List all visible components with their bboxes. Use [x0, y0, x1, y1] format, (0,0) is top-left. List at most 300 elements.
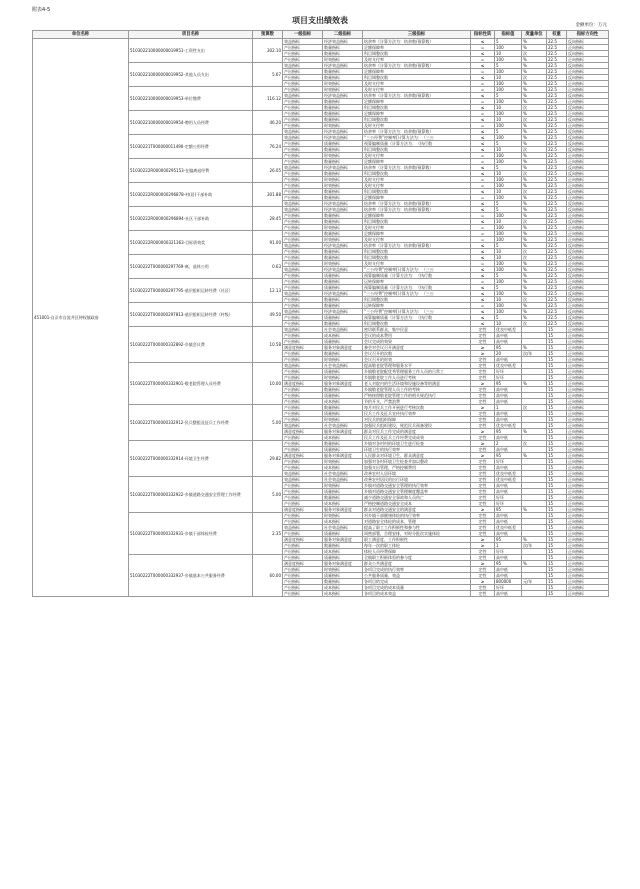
direction-cell: 反向指标	[567, 165, 609, 171]
level1-cell: 产出指标	[283, 435, 323, 441]
level2-cell: 数量指标	[323, 75, 363, 81]
level3-cell: 全镇职工积极体验的参与度	[363, 555, 471, 561]
project-name-cell: 51030222T000000297813-基层组织运转经费（村级）	[129, 303, 253, 327]
nature-cell: ≤	[471, 255, 495, 261]
level3-cell: 足额保障率	[363, 111, 471, 117]
direction-cell: 正向指标	[567, 471, 609, 477]
nature-cell: ≥	[471, 537, 495, 543]
level2-cell: 成本指标	[323, 591, 363, 597]
nature-cell: =	[471, 261, 495, 267]
level3-cell: 结余率（计算方法为：结余数/预算数）	[363, 207, 471, 213]
weight-cell: 15	[547, 411, 567, 417]
value-cell: 100	[495, 45, 522, 51]
direction-cell: 正向指标	[567, 555, 609, 561]
weight-cell: 22.5	[547, 225, 567, 231]
budget-cell: 116.12	[253, 87, 283, 111]
level3-cell: 人民群众对环境卫生、群众满意度	[363, 453, 471, 459]
weight-cell: 15	[547, 327, 567, 333]
level1-cell: 产出指标	[283, 459, 323, 465]
measure-unit-cell: 次	[522, 321, 547, 327]
level1-cell: 产出指标	[283, 405, 323, 411]
nature-cell: =	[471, 87, 495, 93]
nature-cell: ≥	[471, 543, 495, 549]
direction-cell: 正向指标	[567, 501, 609, 507]
value-cell: 优良中低差	[495, 471, 522, 477]
measure-unit-cell: %	[522, 279, 547, 285]
level2-cell: 质量指标	[323, 411, 363, 417]
level2-cell: 社会效益指标	[323, 477, 363, 483]
weight-cell: 22.5	[547, 321, 567, 327]
value-cell: 5	[495, 165, 522, 171]
header-direction: 指标方向性	[567, 31, 609, 39]
budget-cell: 10.58	[253, 327, 283, 363]
level3-cell: 足额保障率	[363, 99, 471, 105]
level2-cell: 社会效益指标	[323, 423, 363, 429]
level1-cell: 产出指标	[283, 111, 323, 117]
level2-cell: 数量指标	[323, 45, 363, 51]
level1-cell: 效益指标	[283, 309, 323, 315]
level1-cell: 产出指标	[283, 333, 323, 339]
weight-cell: 22.5	[547, 231, 567, 237]
nature-cell: 定性	[471, 435, 495, 441]
nature-cell: 定性	[471, 459, 495, 465]
direction-cell: 正向指标	[567, 429, 609, 435]
nature-cell: 定性	[471, 549, 495, 555]
value-cell: 100	[495, 195, 522, 201]
weight-cell: 15	[547, 489, 567, 495]
nature-cell: 定性	[471, 591, 495, 597]
level2-cell: 成本指标	[323, 585, 363, 591]
weight-cell: 22.5	[547, 243, 567, 249]
value-cell: 高中低	[495, 447, 522, 453]
value-cell: 高中低	[495, 387, 522, 393]
level1-cell: 满意度指标	[283, 537, 323, 543]
nature-cell: ≤	[471, 249, 495, 255]
direction-cell: 正向指标	[567, 195, 609, 201]
nature-cell: =	[471, 279, 495, 285]
level2-cell: 时效指标	[323, 567, 363, 573]
weight-cell: 22.5	[547, 303, 567, 309]
weight-cell: 22.5	[547, 87, 567, 93]
level1-cell: 效益指标	[283, 243, 323, 249]
nature-cell: =	[471, 153, 495, 159]
measure-unit-cell: %	[522, 153, 547, 159]
nature-cell: ≤	[471, 309, 495, 315]
direction-cell: 正向指标	[567, 441, 609, 447]
level3-cell: 科目调整次数	[363, 75, 471, 81]
nature-cell: ≤	[471, 93, 495, 99]
level3-cell: 对道路安全体检的成本、管理	[363, 519, 471, 525]
project-name-cell: 51030222T000000332931-乡镇干部体检经费	[129, 513, 253, 555]
level2-cell: 社会效益指标	[323, 327, 363, 333]
level1-cell: 产出指标	[283, 69, 323, 75]
weight-cell: 22.5	[547, 171, 567, 177]
weight-cell: 22.5	[547, 129, 567, 135]
level3-cell: 及时支付率	[363, 261, 471, 267]
level2-cell: 服务对象满意度	[323, 561, 363, 567]
direction-cell: 正向指标	[567, 507, 609, 513]
level3-cell: 各项目的完成	[363, 579, 471, 585]
measure-unit-cell: %	[522, 267, 547, 273]
value-cell: 1	[495, 405, 522, 411]
level3-cell: 严格控制道路交通安全成本	[363, 501, 471, 507]
level1-cell: 产出指标	[283, 519, 323, 525]
level2-cell: 时效指标	[323, 87, 363, 93]
value-cell: 100	[495, 99, 522, 105]
level2-cell: 时效指标	[323, 123, 363, 129]
measure-unit-cell: %	[522, 177, 547, 183]
direction-cell: 正向指标	[567, 561, 609, 567]
direction-cell: 正向指标	[567, 225, 609, 231]
value-cell: 5	[495, 273, 522, 279]
level2-cell: 时效指标	[323, 261, 363, 267]
direction-cell: 反向指标	[567, 273, 609, 279]
budget-cell: 10.00	[253, 363, 283, 405]
level2-cell: 经济效益指标	[323, 165, 363, 171]
level3-cell: 每月对民兵工作开展进行考核次数	[363, 405, 471, 411]
level2-cell: 质量指标	[323, 273, 363, 279]
level3-cell: 结余率（计算方法为：结余数/预算数）	[363, 165, 471, 171]
nature-cell: ≥	[471, 561, 495, 567]
measure-unit-cell: %	[522, 69, 547, 75]
level3-cell: 科目调整次数	[363, 147, 471, 153]
weight-cell: 22.5	[547, 51, 567, 57]
project-name-cell: 51030222T000000332892-乡镇会议费	[129, 327, 253, 363]
weight-cell: 22.5	[547, 285, 567, 291]
header-level1: 一级指标	[283, 31, 323, 39]
measure-unit-cell: 次	[522, 147, 547, 153]
weight-cell: 15	[547, 345, 567, 351]
level1-cell: 产出指标	[283, 237, 323, 243]
level3-cell: 结余率（计算方法为：结余数/预算数）	[363, 93, 471, 99]
level3-cell: 严格按照敬老院管理工作的相关规范执行	[363, 393, 471, 399]
level2-cell: 质量指标	[323, 489, 363, 495]
level1-cell: 产出指标	[283, 51, 323, 57]
weight-cell: 22.5	[547, 309, 567, 315]
nature-cell: =	[471, 231, 495, 237]
measure-unit-cell: %	[522, 135, 547, 141]
level3-cell: 减少道路交通安全事故和人员伤亡	[363, 495, 471, 501]
direction-cell: 反向指标	[567, 309, 609, 315]
weight-cell: 15	[547, 465, 567, 471]
nature-cell: ≥	[471, 453, 495, 459]
nature-cell: ≤	[471, 117, 495, 123]
nature-cell: =	[471, 213, 495, 219]
measure-unit-cell: %	[522, 315, 547, 321]
nature-cell: ≤	[471, 75, 495, 81]
level3-cell: 改善农村人居环境	[363, 471, 471, 477]
level3-cell: 预算编制质量（计算方法为：（执行数	[363, 285, 471, 291]
nature-cell: 定性	[471, 525, 495, 531]
direction-cell: 反向指标	[567, 141, 609, 147]
header-unit-name: 单位名称	[33, 31, 129, 39]
value-cell: 100	[495, 69, 522, 75]
measure-unit-cell: %	[522, 507, 547, 513]
level3-cell: 足额保障率	[363, 195, 471, 201]
level1-cell: 效益指标	[283, 363, 323, 369]
direction-cell: 反向指标	[567, 249, 609, 255]
direction-cell: 正向指标	[567, 303, 609, 309]
value-cell: 高中低	[495, 357, 522, 363]
level2-cell: 质量指标	[323, 285, 363, 291]
level1-cell: 产出指标	[283, 411, 323, 417]
value-cell: 好坏	[495, 549, 522, 555]
level1-cell: 产出指标	[283, 183, 323, 189]
measure-unit-cell: %	[522, 291, 547, 297]
value-cell: 100	[495, 231, 522, 237]
value-cell: 95	[495, 561, 522, 567]
level3-cell: 结余率（计算方法为：结余数/预算数）	[363, 129, 471, 135]
level2-cell: 社会效益指标	[323, 363, 363, 369]
weight-cell: 22.5	[547, 297, 567, 303]
level3-cell: 及时支付率	[363, 153, 471, 159]
direction-cell: 正向指标	[567, 213, 609, 219]
measure-unit-cell: %	[522, 243, 547, 249]
direction-cell: 正向指标	[567, 339, 609, 345]
direction-cell: 正向指标	[567, 327, 609, 333]
nature-cell: 定性	[471, 471, 495, 477]
budget-cell: 28.45	[253, 207, 283, 231]
direction-cell: 反向指标	[567, 243, 609, 249]
level1-cell: 产出指标	[283, 573, 323, 579]
level3-cell: 乡镇敬老院管理人员工作的考核	[363, 387, 471, 393]
level1-cell: 效益指标	[283, 525, 323, 531]
measure-unit-cell: 次/年	[522, 543, 547, 549]
weight-cell: 22.5	[547, 261, 567, 267]
value-cell: 高中低	[495, 483, 522, 489]
nature-cell: 定性	[471, 339, 495, 345]
measure-unit-cell: %	[522, 225, 547, 231]
measure-unit-cell: %	[522, 123, 547, 129]
level2-cell: 质量指标	[323, 573, 363, 579]
value-cell: 5	[495, 141, 522, 147]
budget-cell: 301.88	[253, 183, 283, 207]
direction-cell: 反向指标	[567, 63, 609, 69]
level2-cell: 服务对象满意度	[323, 381, 363, 387]
value-cell: 100	[495, 159, 522, 165]
value-cell: 优良中低差	[495, 525, 522, 531]
level1-cell: 产出指标	[283, 249, 323, 255]
measure-unit-cell: %	[522, 429, 547, 435]
value-cell: 100	[495, 81, 522, 87]
weight-cell: 15	[547, 399, 567, 405]
nature-cell: ≤	[471, 285, 495, 291]
level3-cell: 群众对民兵工作完成的满意度	[363, 429, 471, 435]
value-cell: 高中低	[495, 489, 522, 495]
direction-cell: 反向指标	[567, 117, 609, 123]
measure-unit-cell: %	[522, 87, 547, 93]
measure-unit-cell: 次	[522, 189, 547, 195]
weight-cell: 15	[547, 573, 567, 579]
budget-cell: 46.20	[253, 111, 283, 135]
level1-cell: 产出指标	[283, 105, 323, 111]
nature-cell: 定性	[471, 363, 495, 369]
weight-cell: 15	[547, 441, 567, 447]
level2-cell: 数量指标	[323, 189, 363, 195]
direction-cell: 反向指标	[567, 105, 609, 111]
level3-cell: 足额保障率	[363, 69, 471, 75]
level1-cell: 满意度指标	[283, 507, 323, 513]
level1-cell: 产出指标	[283, 117, 323, 123]
value-cell: 10	[495, 297, 522, 303]
measure-unit-cell: 次	[522, 219, 547, 225]
value-cell: 5	[495, 285, 522, 291]
measure-unit-cell: 次	[522, 297, 547, 303]
value-cell: 100	[495, 309, 522, 315]
direction-cell: 正向指标	[567, 483, 609, 489]
weight-cell: 22.5	[547, 249, 567, 255]
level1-cell: 效益指标	[283, 39, 323, 45]
direction-cell: 正向指标	[567, 417, 609, 423]
value-cell: 5	[495, 315, 522, 321]
value-cell: 100	[495, 225, 522, 231]
measure-unit-cell: %	[522, 285, 547, 291]
level3-cell: 及时支付率	[363, 237, 471, 243]
value-cell: 好坏	[495, 585, 522, 591]
level3-cell: 对乡镇干部健康体检的执行效率	[363, 513, 471, 519]
weight-cell: 15	[547, 471, 567, 477]
level1-cell: 产出指标	[283, 591, 323, 597]
measure-unit-cell: %	[522, 561, 547, 567]
amount-unit-note: 金额单位：万元	[575, 23, 607, 28]
project-name-cell: 51030222R000000321363-目标绩效奖	[129, 231, 253, 255]
level2-cell: 成本指标	[323, 465, 363, 471]
level2-cell: 服务对象满意度	[323, 507, 363, 513]
level3-cell: 乡镇对道路交通安全管理的执行效率	[363, 483, 471, 489]
measure-unit-cell: %	[522, 453, 547, 459]
level1-cell: 产出指标	[283, 219, 323, 225]
nature-cell: ≥	[471, 381, 495, 387]
direction-cell: 反向指标	[567, 93, 609, 99]
level3-cell: 加强民兵组织建设，规范民兵预备建设	[363, 423, 471, 429]
level2-cell: 质量指标	[323, 315, 363, 321]
level1-cell: 产出指标	[283, 351, 323, 357]
direction-cell: 正向指标	[567, 573, 609, 579]
value-cell: 100	[495, 183, 522, 189]
value-cell: 高中低	[495, 531, 522, 537]
nature-cell: ≤	[471, 39, 495, 45]
direction-cell: 正向指标	[567, 585, 609, 591]
weight-cell: 15	[547, 495, 567, 501]
level2-cell: 数量指标	[323, 303, 363, 309]
level1-cell: 产出指标	[283, 543, 323, 549]
nature-cell: 定性	[471, 519, 495, 525]
measure-unit-cell: %	[522, 159, 547, 165]
direction-cell: 正向指标	[567, 537, 609, 543]
level1-cell: 效益指标	[283, 207, 323, 213]
level3-cell: 提高敬老院管理和服务水平	[363, 363, 471, 369]
level1-cell: 产出指标	[283, 567, 323, 573]
direction-cell: 反向指标	[567, 207, 609, 213]
direction-cell: 正向指标	[567, 375, 609, 381]
level3-cell: 科目调整次数	[363, 51, 471, 57]
direction-cell: 正向指标	[567, 99, 609, 105]
weight-cell: 15	[547, 429, 567, 435]
header-level3: 三级指标	[363, 31, 471, 39]
weight-cell: 15	[547, 381, 567, 387]
value-cell: 5	[495, 207, 522, 213]
weight-cell: 22.5	[547, 159, 567, 165]
level1-cell: 产出指标	[283, 321, 323, 327]
header-budget: 预算数	[253, 31, 283, 39]
budget-cell: 5.67	[253, 63, 283, 87]
unit-name-cell: 451001-自贡市自流井区仲权镇政府	[33, 39, 129, 597]
measure-unit-cell: 次/年	[522, 351, 547, 357]
level2-cell: 数量指标	[323, 495, 363, 501]
measure-unit-cell: %	[522, 81, 547, 87]
measure-unit-cell: %	[522, 195, 547, 201]
level2-cell: 数量指标	[323, 219, 363, 225]
direction-cell: 正向指标	[567, 399, 609, 405]
direction-cell: 正向指标	[567, 333, 609, 339]
direction-cell: 正向指标	[567, 183, 609, 189]
level2-cell: 社会效益指标	[323, 471, 363, 477]
nature-cell: ≥	[471, 507, 495, 513]
value-cell: 5	[495, 243, 522, 249]
value-cell: 5	[495, 39, 522, 45]
direction-cell: 正向指标	[567, 363, 609, 369]
direction-cell: 正向指标	[567, 45, 609, 51]
level1-cell: 效益指标	[283, 201, 323, 207]
level1-cell: 产出指标	[283, 225, 323, 231]
level2-cell: 经济效益指标	[323, 201, 363, 207]
project-name-cell: 51030222T000000332922-乡镇道路交通安全管理工作经费	[129, 477, 253, 513]
measure-unit-cell: %	[522, 165, 547, 171]
level1-cell: 满意度指标	[283, 429, 323, 435]
direction-cell: 正向指标	[567, 351, 609, 357]
measure-unit-cell: %	[522, 309, 547, 315]
level2-cell: 数量指标	[323, 171, 363, 177]
level2-cell: 数量指标	[323, 387, 363, 393]
value-cell: 10	[495, 171, 522, 177]
value-cell: 10	[495, 189, 522, 195]
level3-cell: 科目调整次数	[363, 297, 471, 303]
direction-cell: 反向指标	[567, 201, 609, 207]
direction-cell: 正向指标	[567, 111, 609, 117]
weight-cell: 15	[547, 447, 567, 453]
level3-cell: 科目调整次数	[363, 189, 471, 195]
direction-cell: 正向指标	[567, 543, 609, 549]
level2-cell: 服务对象满意度	[323, 453, 363, 459]
nature-cell: ≥	[471, 351, 495, 357]
level3-cell: 预算编制质量（计算方法为：（执行数	[363, 315, 471, 321]
nature-cell: 定性	[471, 573, 495, 579]
direction-cell: 反向指标	[567, 291, 609, 297]
level1-cell: 效益指标	[283, 135, 323, 141]
value-cell: 20	[495, 351, 522, 357]
level2-cell: 时效指标	[323, 225, 363, 231]
measure-unit-cell: %	[522, 231, 547, 237]
direction-cell: 反向指标	[567, 129, 609, 135]
direction-cell: 正向指标	[567, 549, 609, 555]
level1-cell: 产出指标	[283, 195, 323, 201]
level2-cell: 经济效益指标	[323, 267, 363, 273]
measure-unit-cell	[522, 591, 547, 597]
direction-cell: 正向指标	[567, 153, 609, 159]
value-cell: 100	[495, 87, 522, 93]
nature-cell: ≤	[471, 135, 495, 141]
level3-cell: 公共服务质量、效益	[363, 573, 471, 579]
nature-cell: ≤	[471, 141, 495, 147]
budget-cell: 49.50	[253, 303, 283, 327]
weight-cell: 15	[547, 543, 567, 549]
direction-cell: 正向指标	[567, 237, 609, 243]
direction-cell: 正向指标	[567, 81, 609, 87]
nature-cell: 定性	[471, 399, 495, 405]
level1-cell: 效益指标	[283, 477, 323, 483]
level2-cell: 时效指标	[323, 459, 363, 465]
measure-unit-cell: %	[522, 261, 547, 267]
